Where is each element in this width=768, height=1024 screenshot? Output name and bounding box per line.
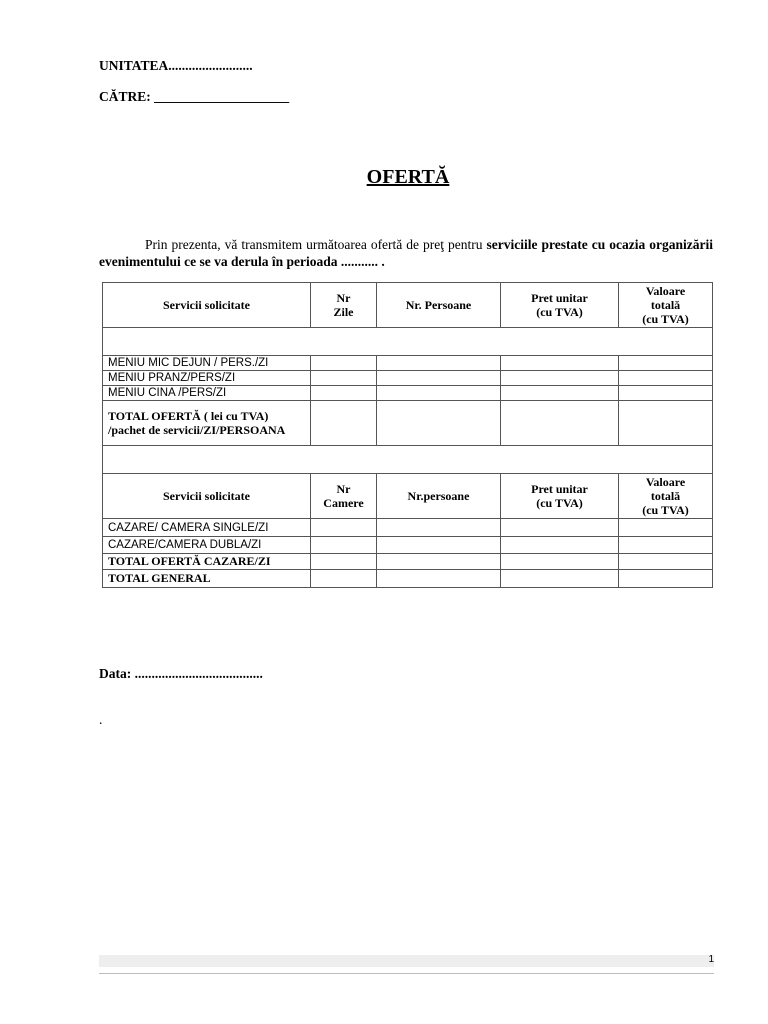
data-line: Data: ...................................... [99,666,263,681]
total-cazare-label: TOTAL OFERTĂ CAZARE/ZI [103,554,311,570]
row-label: CAZARE/CAMERA DUBLA/ZI [103,537,311,554]
table1-header-nr-persoane: Nr. Persoane [377,283,501,328]
table2-header-row [103,474,713,519]
catre-line: CĂTRE: ____________________ [99,89,290,104]
table2-header-nr-persoane: Nr.persoane [377,474,501,519]
page-number: 1 [708,954,714,965]
table-spacer-row [103,446,713,474]
intro-normal-text: Prin prezenta, vă transmitem următoarea ofertă de preţ pentru [145,237,487,252]
table1-header-servicii: Servicii solicitate [103,283,311,328]
total-general-label: TOTAL GENERAL [103,570,311,588]
table2-total-general-row [103,570,713,588]
total-oferta-label: TOTAL OFERTĂ ( lei cu TVA) /pachet de servicii/ZI/PERSOANA [103,401,311,446]
table-row [103,537,713,554]
unitatea-line: UNITATEA......................... [99,58,253,73]
row-label: MENIU CINA /PERS/ZI [103,386,311,401]
document-title: OFERTĂ [366,166,450,188]
offer-table [102,282,712,588]
table1-header-pret: Pret unitar (cu TVA) [501,283,619,328]
table-row [103,519,713,537]
table2-header-valoare: Valoare totală (cu TVA) [619,474,713,519]
footer-bar [99,955,714,967]
intro-bold-text: serviciile prestate cu ocazia organizării evenimentului ce se va derula în perioada ........... . [99,237,713,269]
table2-header-servicii: Servicii solicitate [103,474,311,519]
table2-total-cazare-row [103,554,713,570]
table1-spacer-row [103,328,713,356]
table1-header-valoare: Valoare totală (cu TVA) [619,283,713,328]
table-row [103,386,713,401]
table-row [103,356,713,371]
row-label: MENIU PRANZ/PERS/ZI [103,371,311,386]
table-row [103,371,713,386]
table1-header-row [103,283,713,328]
table1-header-nr-zile: Nr Zile [311,283,377,328]
footer-divider [99,973,714,974]
table1-total-row [103,401,713,446]
table2-header-nr-camere: Nr Camere [311,474,377,519]
row-label: CAZARE/ CAMERA SINGLE/ZI [103,519,311,537]
table2-header-pret: Pret unitar (cu TVA) [501,474,619,519]
intro-paragraph [99,236,713,270]
row-label: MENIU MIC DEJUN / PERS./ZI [103,356,311,371]
trailing-dot: . [99,712,103,727]
